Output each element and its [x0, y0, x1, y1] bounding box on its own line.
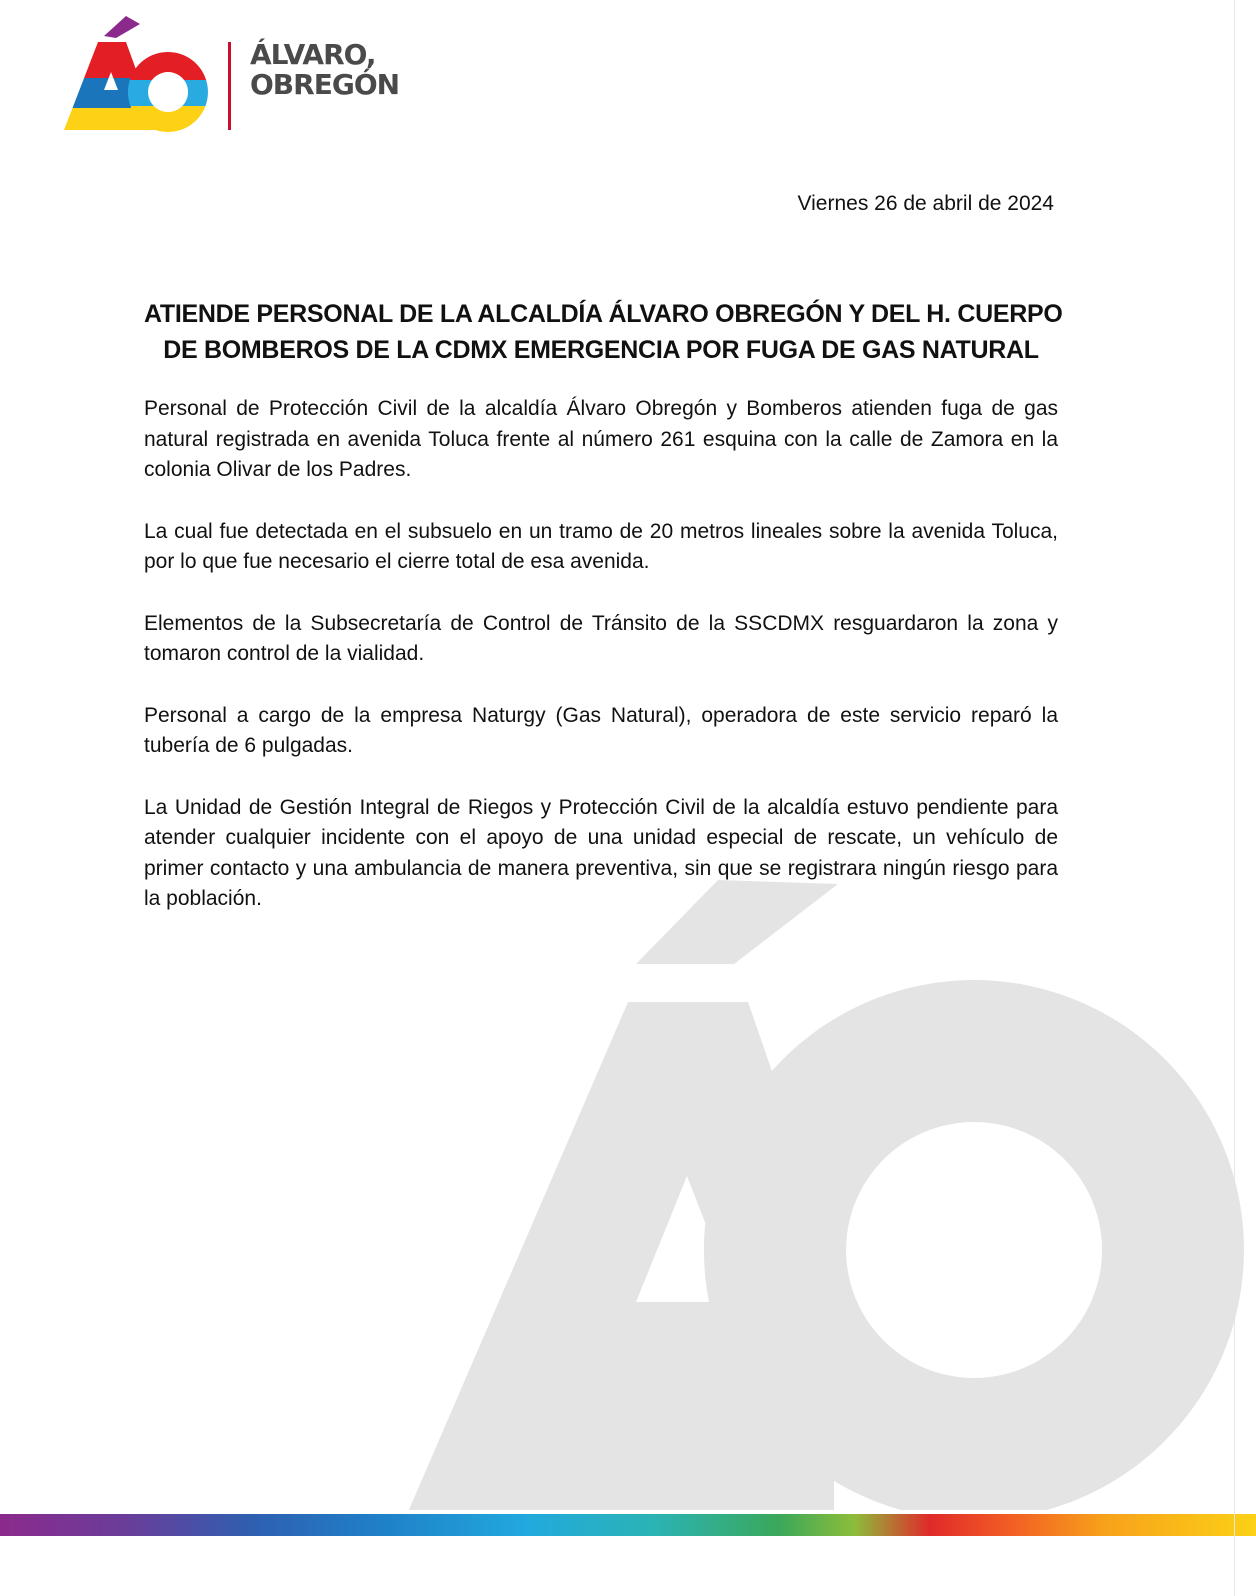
body-paragraph: Personal a cargo de la empresa Naturgy (Gas Natural), operadora de este servicio reparó la tubería de 6 pulgadas. — [144, 703, 1058, 757]
logo-divider — [228, 42, 231, 130]
logo-wordmark — [250, 40, 399, 100]
document-date: Viernes 26 de abril de 2024 — [797, 192, 1054, 215]
watermark-logo-icon — [400, 850, 1256, 1510]
body-paragraph: Personal de Protección Civil de la alcaldía Álvaro Obregón y Bomberos atienden fuga de gas natural registrada en avenida Toluca frente al número 261 esquina con la calle de Zamora en la colonia Olivar de los Padres. — [144, 397, 1058, 481]
logo-wordmark-line-2: OBREGÓN — [250, 68, 400, 101]
body-paragraph: La cual fue detectada en el subsuelo en un tramo de 20 metros lineales sobre la avenida Toluca, por lo que fue necesario el cierre total de esa avenida. — [144, 519, 1058, 573]
footer-color-bar — [0, 1514, 1256, 1536]
document-title — [144, 296, 1063, 368]
body-paragraph: La Unidad de Gestión Integral de Riegos y Protección Civil de la alcaldía estuvo pendiente para atender cualquier incidente con el apoyo de una unidad especial de rescate, un vehículo de primer contacto y una ambulancia de manera preventiva, sin que se registrara ningún riesgo para la población. — [144, 795, 1058, 910]
alcaldia-logo-icon — [64, 14, 214, 134]
document-body — [144, 394, 1058, 946]
document-title-line-1: ATIENDE PERSONAL DE LA ALCALDÍA ÁLVARO OBREGÓN Y DEL H. CUERPO — [144, 300, 1063, 328]
logo-wordmark-line-1: ÁLVARO, — [250, 38, 376, 71]
document-title-line-2: DE BOMBEROS DE LA CDMX EMERGENCIA POR FUGA DE GAS NATURAL — [163, 336, 1039, 364]
body-paragraph: Elementos de la Subsecretaría de Control de Tránsito de la SSCDMX resguardaron la zona y tomaron control de la vialidad. — [144, 611, 1058, 665]
